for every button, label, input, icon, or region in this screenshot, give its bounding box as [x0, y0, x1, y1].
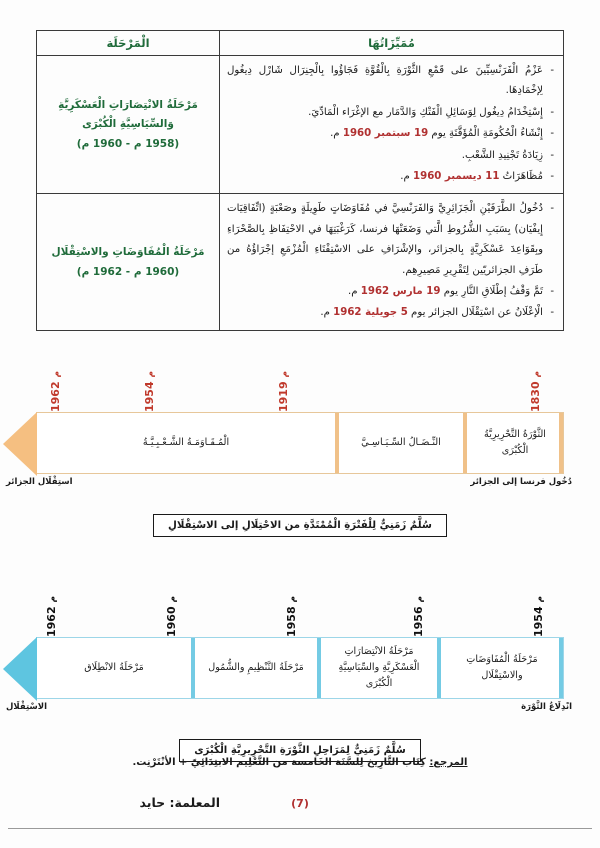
stage-cell-1 — [37, 56, 220, 194]
table-head — [37, 31, 564, 56]
table-body — [37, 56, 564, 331]
reference-text: كِتَاب التَّارِيخ لِلسَّنَة الخَامسة من التَّعْلِيم الابتِدَائِيّ + الأنْتَرْنِت. — [132, 757, 426, 768]
date-suffix: م — [280, 370, 290, 378]
list-item: - إِسْتِخْدَامُ دِيغُول لِوَسَائِلِ الْفَتْكِ وَالدَّمَار مع الإغْرَاء الْمَادِّيَ. — [227, 103, 556, 123]
stage-years: (1958 م - 1960 م) — [76, 137, 180, 150]
list-item: - عَزْمُ الْفَرَنْسِيِّينَ على قَمْعِ الثَّوْرَةِ بِالْقُوَّةِ فَجَاؤُوا بِالْجِنِرَال شَارْل دِيغُول لِإخْمَادِهَا. — [227, 61, 556, 102]
timeline-1-dates — [0, 360, 600, 412]
table-row — [37, 194, 564, 330]
timeline-2-caption: سُلَّمٌ زَمَنِيٌّ لِمَرَاحِلِ الثَّوْرَةِ التَّحْرِيرِيَّةِ الْكُبْرَى — [179, 739, 421, 762]
date-year: 1958 — [285, 606, 298, 637]
timeline-1-caption-row — [0, 514, 600, 537]
list-item-text: إِنْشَاءُ الْحُكُومَةِ الْمُؤَقَّتَةِ يوم 19 سبتمبر 1960 م. — [330, 128, 543, 140]
timeline-2-bar — [36, 637, 564, 699]
reference-label: المرجع: — [429, 757, 468, 768]
timeline-1-note-right: دُخُول فرنسا إلى الجزائر — [470, 477, 572, 487]
footer-bar — [0, 795, 600, 825]
timeline-revolution-stages — [0, 585, 600, 762]
timeline-1-note-left: استِقْلَال الجزائر — [6, 477, 73, 487]
header-stage: الْمَرْحَلَة — [37, 31, 220, 56]
date-year: 1962 — [45, 606, 58, 637]
date-year: 1960 — [165, 606, 178, 637]
date-suffix: م — [168, 595, 178, 603]
timeline-1-segment-0: الثَّوْرَةُ التَّحْرِيرِيَّةُ الْكُبْرَى — [484, 428, 546, 456]
timeline-2-notes — [6, 701, 572, 737]
stage-title: مَرْحَلَةُ الْمُفَاوَضَاتِ والاسْتِقْلَال — [51, 245, 205, 258]
timeline-2-date-4 — [532, 596, 545, 637]
timeline-2-segment-2: مَرْحَلَةُ التَّنْظِيمِ والشُّمُول — [195, 638, 321, 698]
stage-years: (1960 م - 1962 م) — [76, 266, 180, 279]
date-suffix: م — [48, 595, 58, 603]
timeline-2-dates — [0, 585, 600, 637]
timeline-1-segment-2: الْمُـقَـاوَمَـةُ الشَّـعْـبِـيَّـةُ — [37, 413, 339, 473]
timeline-1-arrow-icon — [3, 412, 37, 476]
timeline-2-arrow-icon — [3, 637, 37, 701]
highlighted-date: 19 مارس 1962 — [360, 286, 441, 298]
stage-title: مَرْحَلَةُ الانْتِصَارَاتِ الْعَسْكَرِيَّةِ وَالسِّيَاسِيَّةِ الْكُبْرَى — [58, 99, 198, 130]
date-suffix: م — [415, 595, 425, 603]
highlighted-date: 5 جويلية 1962 — [333, 307, 408, 319]
teacher-name: المعلمة: حايد — [139, 795, 220, 810]
timeline-2-end-cap — [559, 638, 563, 698]
timeline-2-date-3 — [412, 596, 425, 637]
timeline-2-note-right: انْدِلَاعُ الثَّوْرَة — [521, 702, 572, 712]
date-suffix: م — [288, 595, 298, 603]
highlighted-date: 19 سبتمبر 1960 — [342, 128, 429, 140]
timeline-1-end-cap — [559, 413, 563, 473]
timeline-1-date-1 — [143, 371, 156, 412]
table-header-row — [37, 31, 564, 56]
timeline-1-date-3 — [529, 371, 542, 412]
timeline-1-date-2 — [277, 371, 290, 412]
list-item — [227, 124, 556, 144]
bottom-divider — [8, 828, 592, 829]
list-item: - دُخُولُ الطَّرَفَيْنِ الْجَزَائِرِيَّ وَالفَرَنْسِيَّ في مُفَاوَضَاتٍ طَوِيلَةٍ وصَعْبَةٍ (اتِّفَاقِيَات إِيفْيَان) بِسَبَبِ الشُّرُوطِ الَّتي وَضَعَتْهَا فرنسا، كَرَغْبَتِهَا في الاحْتِفَاظِ بِالصَّحْرَاءِ وبِقَوَاعِدَ عَسْكَرِيَّةٍ بِالجزائر، والإشْرَافِ على الاسْتِفْتَاءِ الْمُزْمَعِ إجْرَاؤُهُ من طَرَفِ الجزائريّين لِتَقْرِيرِ مَصِيرِهِم. — [227, 199, 556, 281]
features-cell-2 — [220, 194, 564, 330]
timeline-independence — [0, 360, 600, 537]
stages-table — [36, 30, 564, 331]
list-item: - الْإعْلَانُ عن اسْتِقْلَال الجزائر يوم 5 جويلية 1962 م. — [227, 303, 556, 323]
highlighted-date: 11 ديسمبر 1960 — [413, 171, 500, 183]
date-year: 1954 — [143, 381, 156, 412]
timeline-2-segment-0: مَرْحَلَةُ الْمُفَاوَضَاتِ والاسْتِقْلَال — [466, 653, 538, 681]
header-features: مُمَيِّزَاتُهَا — [220, 31, 564, 56]
list-item: - تَمَّ وَقْفُ إطْلَاقِ النَّارِ يوم 19 مارس 1962 م. — [227, 282, 556, 302]
list-item: - مُظَاهَرَاتُ 11 ديسمبر 1960 م. — [227, 167, 556, 187]
date-year: 1919 — [277, 381, 290, 412]
timeline-1-date-0 — [49, 371, 62, 412]
timeline-1-segment-1: النِّـضَـالُ السِّـيَـاسِـيَّ — [339, 413, 467, 473]
reference-line — [36, 757, 564, 768]
timeline-1-caption: سُلَّمٌ زَمَنِيٌّ لِلْفَتْرَةِ الْمُمْتَدَّةِ من الاحْتِلَالِ إلى الاسْتِقْلَالِ — [153, 514, 447, 537]
timeline-2-note-left: الاسْتِقْلَال — [6, 702, 48, 712]
stage-cell-2 — [37, 194, 220, 330]
page-number: (7) — [291, 797, 309, 810]
date-year: 1954 — [532, 606, 545, 637]
features-list-2 — [227, 199, 556, 323]
date-suffix: م — [52, 370, 62, 378]
features-list-1 — [227, 61, 556, 187]
timeline-2-date-0 — [45, 596, 58, 637]
date-year: 1962 — [49, 381, 62, 412]
timeline-1-notes — [6, 476, 572, 512]
timeline-1-bar — [36, 412, 564, 474]
table-row — [37, 56, 564, 194]
date-suffix: م — [532, 370, 542, 378]
date-suffix: م — [535, 595, 545, 603]
stages-table-container — [36, 30, 564, 331]
date-year: 1956 — [412, 606, 425, 637]
timeline-2-segment-1: مَرْحَلَةُ الانْتِصَارَاتِ الْعَسْكَرِيَّةِ والسِّيَاسِيَّةِ الْكُبْرَى — [321, 638, 441, 698]
date-year: 1830 — [529, 381, 542, 412]
timeline-2-date-2 — [285, 596, 298, 637]
date-suffix: م — [146, 370, 156, 378]
features-cell-1 — [220, 56, 564, 194]
timeline-2-date-1 — [165, 596, 178, 637]
timeline-2-segment-3: مَرْحَلَةُ الانْطِلَاق — [37, 638, 195, 698]
list-item: - زِيَادَةُ تَجْنِيدِ الشَّعْبِ. — [227, 146, 556, 166]
